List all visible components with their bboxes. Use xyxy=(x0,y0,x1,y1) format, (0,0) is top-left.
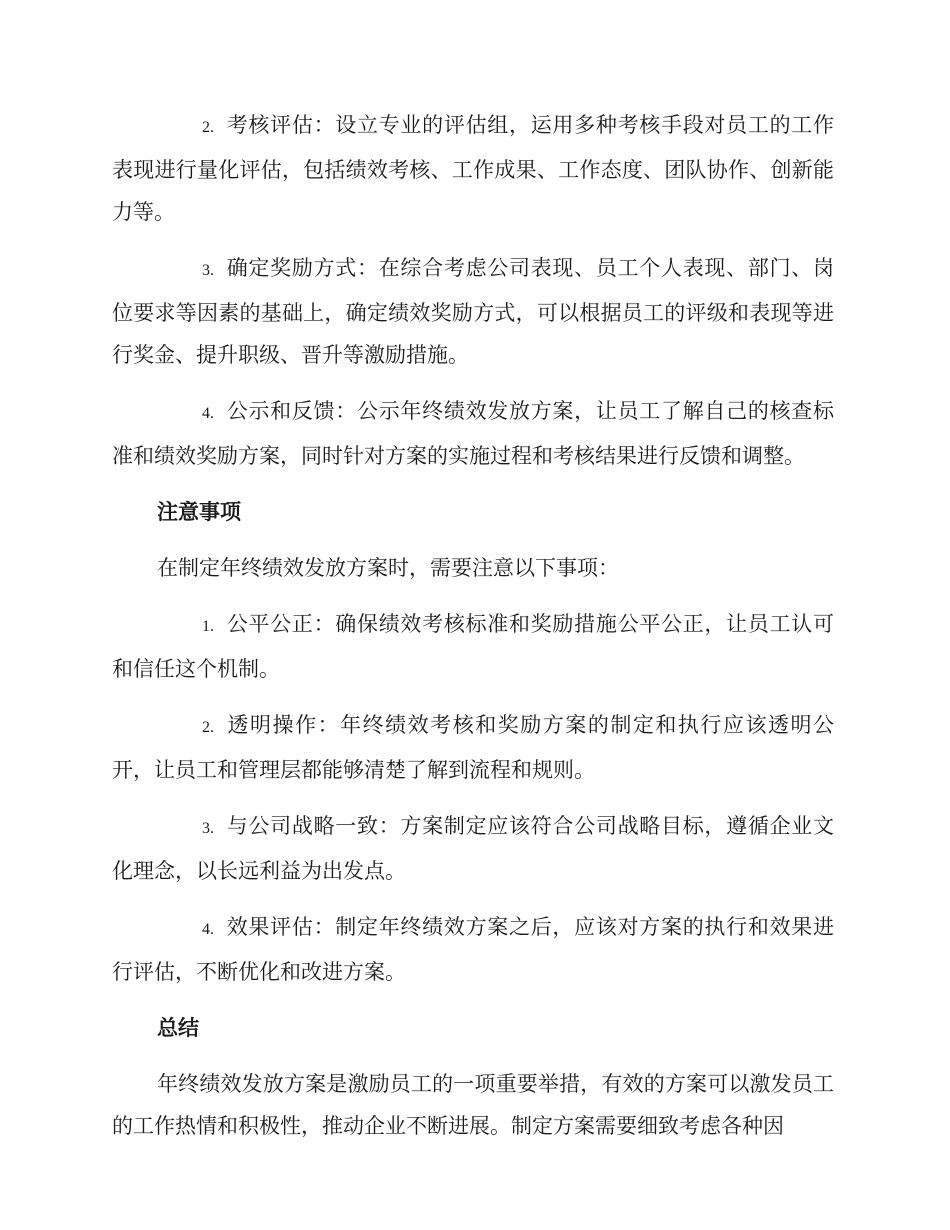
list-item-text: 确定奖励方式：在综合考虑公司表现、员工个人表现、部门、岗位要求等因素的基础上，确定绩效奖励方式，可以根据员工的评级和表现等进行奖金、提升职级、晋升等激励措施。 xyxy=(112,256,834,367)
section-heading-notes: 注意事项 xyxy=(157,500,241,524)
list-item xyxy=(112,906,834,993)
list-item-text: 公示和反馈：公示年终绩效发放方案，让员工了解自己的核查标准和绩效奖励方案，同时针对方案的实施过程和考核结果进行反馈和调整。 xyxy=(112,399,834,468)
list-item xyxy=(112,390,834,477)
list-item-text: 考核评估：设立专业的评估组，运用多种考核手段对员工的工作表现进行量化评估，包括绩效考核、工作成果、工作态度、团队协作、创新能力等。 xyxy=(112,113,834,224)
summary-paragraph: 年终绩效发放方案是激励员工的一项重要举措，有效的方案可以激发员工的工作热情和积极性，推动企业不断进展。制定方案需要细致考虑各种因 xyxy=(112,1072,834,1138)
list-item-number: 3. xyxy=(202,262,214,279)
list-item xyxy=(112,805,834,892)
list-item-text: 与公司战略一致：方案制定应该符合公司战略目标，遵循企业文化理念，以长远利益为出发点。 xyxy=(112,814,834,883)
list-item xyxy=(112,603,834,690)
list-item-number: 2. xyxy=(202,119,214,136)
list-item-text: 效果评估：制定年终绩效方案之后，应该对方案的执行和效果进行评估，不断优化和改进方案。 xyxy=(112,915,834,984)
section-heading-summary: 总结 xyxy=(157,1016,199,1040)
list-item-number: 2. xyxy=(202,719,214,736)
list-item xyxy=(112,104,834,233)
notes-intro: 在制定年终绩效发放方案时，需要注意以下事项： xyxy=(157,556,619,580)
list-item-number: 4. xyxy=(202,921,214,938)
list-item xyxy=(112,704,834,791)
list-item-number: 4. xyxy=(202,405,214,422)
list-item xyxy=(112,247,834,376)
document-body xyxy=(112,104,834,1161)
list-item-number: 3. xyxy=(202,820,214,837)
list-item-text: 公平公正：确保绩效考核标准和奖励措施公平公正，让员工认可和信任这个机制。 xyxy=(112,612,834,681)
list-item-text: 透明操作：年终绩效考核和奖励方案的制定和执行应该透明公开，让员工和管理层都能够清楚了解到流程和规则。 xyxy=(112,713,834,782)
list-item-number: 1. xyxy=(202,618,214,635)
